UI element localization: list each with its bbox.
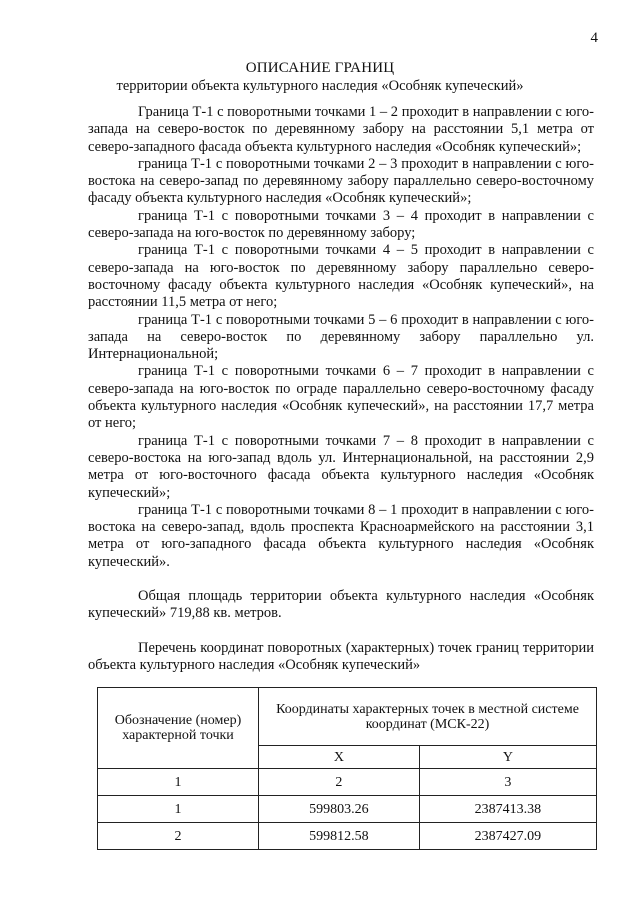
page-number: 4 [590,30,598,46]
document-subtitle: территории объекта культурного наследия «Особняк купеческий» [116,78,524,94]
boundary-paragraph: граница Т-1 с поворотными точками 6 – 7 проходит в направлении с северо-запада на юго-восток по ограде параллельно северо-восточному фасаду объекта культурного наследия «Особняк купеческий», на расстоянии 17,7 метра от него; [88,363,594,432]
boundary-paragraph: граница Т-1 с поворотными точками 8 – 1 проходит в направлении с юго-востока на северо-запад, вдоль проспекта Красноармейского на расстоянии 3,1 метра от юго-западного фасада объекта культурного наследия «Особняк купеческий». [88,501,594,570]
table-cell: 2 [259,769,420,796]
table-cell: 2 [98,823,259,850]
table-cell: 2387427.09 [419,823,596,850]
table-index-row [98,769,597,796]
table-cell: 2387413.38 [419,796,596,823]
table-row [98,796,597,823]
table-header-row [98,688,597,746]
table-cell: 1 [98,769,259,796]
document-title: ОПИСАНИЕ ГРАНИЦ [245,60,395,76]
table-row [98,823,597,850]
area-paragraph: Общая площадь территории объекта культурного наследия «Особняк купеческий» 719,88 кв. метров. [88,588,594,622]
document-body [88,104,594,674]
boundary-paragraph: граница Т-1 с поворотными точками 4 – 5 проходит в направлении с северо-запада на юго-восток по деревянному забору параллельно северо-восточному фасаду объекта культурного наследия «Особняк купеческий», на расстоянии 11,5 метра от него; [88,242,594,311]
y-header-cell: Y [419,746,596,769]
boundary-paragraph: граница Т-1 с поворотными точками 7 – 8 проходит в направлении с северо-востока на юго-запад вдоль ул. Интернациональной, на расстоянии 2,9 метра от юго-восточного фасада объекта культурного наследия «Особняк купеческий»; [88,432,594,501]
table-cell: 3 [419,769,596,796]
boundary-paragraph: граница Т-1 с поворотными точками 5 – 6 проходит в направлении с юго-запада на северо-восток по деревянному забору параллельно ул. Интернациональной; [88,311,594,363]
boundary-paragraph: граница Т-1 с поворотными точками 3 – 4 проходит в направлении с северо-запада на юго-восток по деревянному забору; [88,207,594,242]
coordinates-header-cell: Координаты характерных точек в местной системе координат (МСК-22) [259,688,597,746]
point-header-cell: Обозначение (номер) характерной точки [98,688,259,769]
coordinates-list-intro: Перечень координат поворотных (характерных) точек границ территории объекта культурного наследия «Особняк купеческий» [88,639,594,673]
table-cell: 599812.58 [259,823,420,850]
x-header-cell: X [259,746,420,769]
coordinates-table [97,687,597,850]
boundary-paragraph: граница Т-1 с поворотными точками 2 – 3 проходит в направлении с юго-востока на северо-запад по деревянному забору параллельно северо-восточному фасаду объекта культурного наследия «Особняк купеческий»; [88,155,594,207]
table-cell: 1 [98,796,259,823]
boundary-paragraph: Граница Т-1 с поворотными точками 1 – 2 проходит в направлении с юго-запада на северо-восток по деревянному забору на расстоянии 5,1 метра от северо-западного фасада объекта культурного наследия «Особняк купеческий»; [88,104,594,155]
table-cell: 599803.26 [259,796,420,823]
